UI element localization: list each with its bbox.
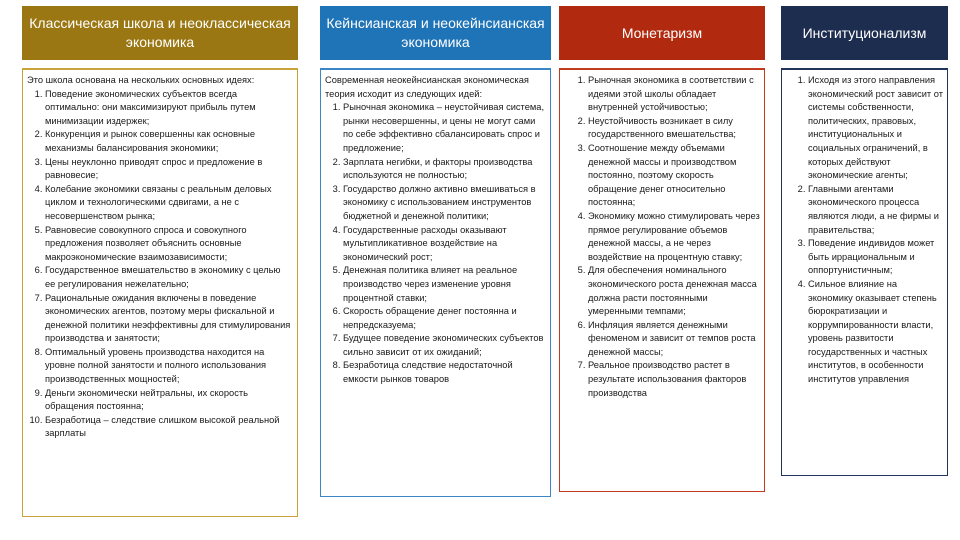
list-item: 1. Рыночная экономика – неустойчивая система, рынки несовершенны, и цены не могут сами по себе эффективно сбалансировать спрос и предложение; bbox=[343, 101, 546, 155]
list-classical bbox=[27, 88, 293, 441]
list-item: 2. Зарплата негибки, и факторы производства используются не полностью; bbox=[343, 156, 546, 183]
list-item: 10. Безработица – следствие слишком высокой реальной зарплаты bbox=[45, 414, 293, 441]
list-keynesian bbox=[325, 101, 546, 386]
column-title-classical: Классическая школа и неоклассическая экономика bbox=[22, 6, 298, 60]
list-item: 3. Государство должно активно вмешиваться в экономику с использованием инструментов бюджетной и денежной политики; bbox=[343, 183, 546, 224]
list-item: 3. Соотношение между объемами денежной массы и производством постоянно, поэтому скорость обращение денег относительно постоянна; bbox=[588, 142, 760, 210]
column-body-monetarism bbox=[559, 68, 765, 492]
list-item: 2. Конкуренция и рынок совершенны как основные механизмы балансирования экономики; bbox=[45, 128, 293, 155]
column-body-keynesian bbox=[320, 68, 551, 497]
list-item: 2. Главными агентами экономического процесса являются люди, а не фирмы и правительства; bbox=[808, 183, 943, 237]
column-keynesian bbox=[320, 6, 551, 497]
column-title-institutionalism: Институционализм bbox=[781, 6, 948, 60]
list-item: 1. Исходя из этого направления экономический рост зависит от системы собственности, политических, правовых, институциональных и социальных ограничений, в которых действуют экономические агенты; bbox=[808, 74, 943, 183]
list-item: 7. Реальное производство растет в результате использования факторов производства bbox=[588, 359, 760, 400]
column-body-classical bbox=[22, 68, 298, 517]
column-institutionalism bbox=[781, 6, 948, 476]
list-item: 6. Государственное вмешательство в экономику с целью ее регулирования нежелательно; bbox=[45, 264, 293, 291]
list-item: 2. Неустойчивость возникает в силу государственного вмешательства; bbox=[588, 115, 760, 142]
column-title-keynesian: Кейнсианская и неокейнсианская экономика bbox=[320, 6, 551, 60]
column-intro-classical: Это школа основана на нескольких основных идеях: bbox=[27, 75, 255, 85]
list-item: 8. Оптимальный уровень производства находится на уровне полной занятости и полного использования производственных мощностей; bbox=[45, 346, 293, 387]
list-item: 4. Экономику можно стимулировать через прямое регулирование объемов денежной массы, а не через воздействие на процентную ставку; bbox=[588, 210, 760, 264]
list-item: 5. Для обеспечения номинального экономического роста денежная масса должна расти постоянными умеренными темпами; bbox=[588, 264, 760, 318]
list-item: 7. Будущее поведение экономических субъектов сильно зависит от их ожиданий; bbox=[343, 332, 546, 359]
list-institutionalism bbox=[786, 74, 943, 387]
list-item: 6. Скорость обращение денег постоянна и непредсказуема; bbox=[343, 305, 546, 332]
list-item: 5. Равновесие совокупного спроса и совокупного предложения позволяет объяснить основные макроэкономические взаимозависимости; bbox=[45, 224, 293, 265]
list-item: 7. Рациональные ожидания включены в поведение экономических агентов, поэтому меры фискальной и денежной политики неэффективны для стимулирования производства и занятости; bbox=[45, 292, 293, 346]
list-item: 3. Поведение индивидов может быть иррациональным и оппортунистичным; bbox=[808, 237, 943, 278]
list-item: 1. Поведение экономических субъектов всегда оптимально: они максимизируют прибыль путем минимизации издержек; bbox=[45, 88, 293, 129]
list-item: 8. Безработица следствие недостаточной емкости рынков товаров bbox=[343, 359, 546, 386]
column-classical bbox=[22, 6, 298, 517]
list-monetarism bbox=[564, 74, 760, 400]
list-item: 3. Цены неуклонно приводят спрос и предложение в равновесие; bbox=[45, 156, 293, 183]
column-body-institutionalism bbox=[781, 68, 948, 476]
column-intro-keynesian: Современная неокейнсианская экономическая теория исходит из следующих идей: bbox=[325, 75, 529, 99]
column-title-monetarism: Монетаризм bbox=[559, 6, 765, 60]
list-item: 4. Государственные расходы оказывают мультипликативное воздействие на экономический рост; bbox=[343, 224, 546, 265]
list-item: 4. Колебание экономики связаны с реальным деловых циклом и технологическими сдвигами, а не с несовершенством рынка; bbox=[45, 183, 293, 224]
column-monetarism bbox=[559, 6, 765, 492]
list-item: 4. Сильное влияние на экономику оказывает степень бюрократизации и коррумпированности власти, уровень развитости государственных и частных институтов, в особенности институтов управления bbox=[808, 278, 943, 387]
list-item: 5. Денежная политика влияет на реальное производство через изменение уровня процентной ставки; bbox=[343, 264, 546, 305]
list-item: 1. Рыночная экономика в соответствии с идеями этой школы обладает внутренней устойчивостью; bbox=[588, 74, 760, 115]
list-item: 9. Деньги экономически нейтральны, их скорость обращения постоянна; bbox=[45, 387, 293, 414]
list-item: 6. Инфляция является денежными феноменом и зависит от темпов роста денежной массы; bbox=[588, 319, 760, 360]
